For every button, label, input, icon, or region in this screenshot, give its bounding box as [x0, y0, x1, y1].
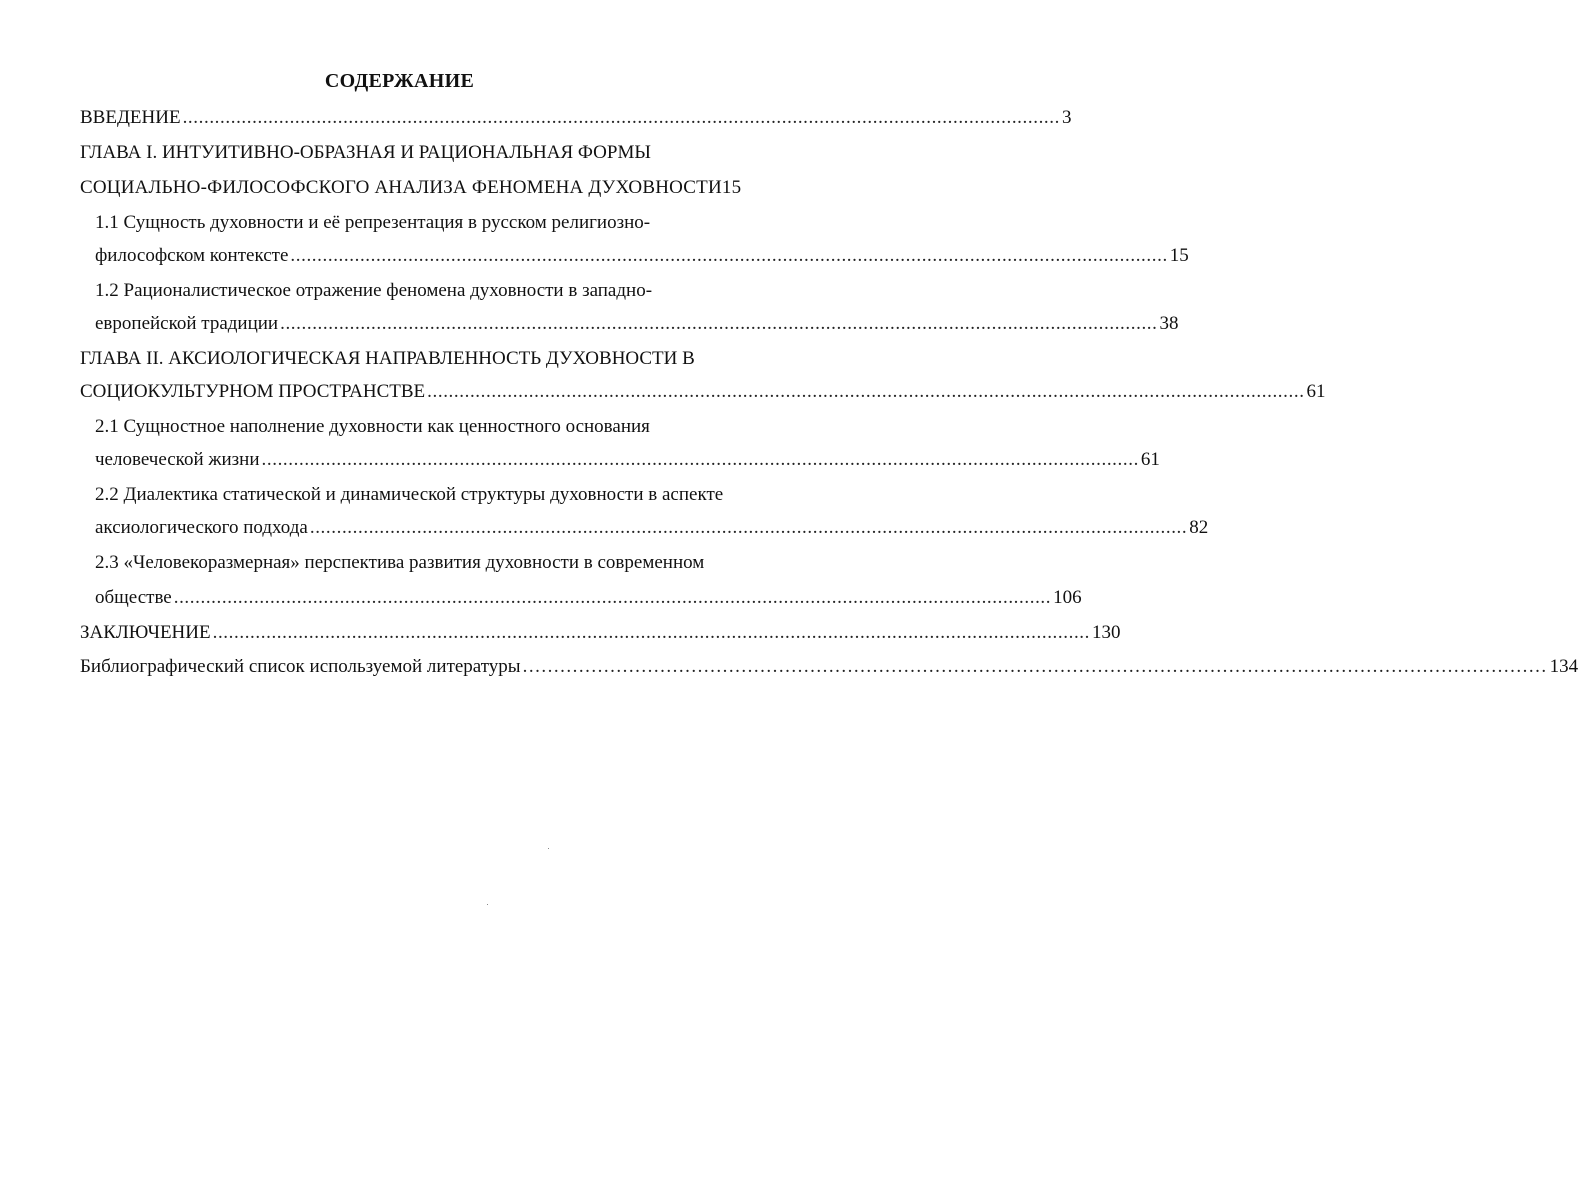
toc-entry-bibliography[interactable]: [80, 653, 1578, 681]
toc-page-number: 3: [1061, 107, 1072, 128]
scan-speck: [548, 848, 549, 849]
toc-section-2-3-line2[interactable]: [95, 584, 1082, 612]
leader-dots: ....................................................................................................................................................................: [522, 656, 1548, 677]
toc-chapter-1-line2[interactable]: СОЦИАЛЬНО-ФИЛОСОФСКОГО АНАЛИЗА ФЕНОМЕНА ДУХОВНОСТИ15: [80, 177, 742, 198]
leader-dots: ....................................................................................................................................................................: [261, 449, 1139, 470]
toc-page-number: 82: [1189, 517, 1209, 538]
toc-section-2-2-line2[interactable]: [95, 514, 1209, 542]
toc-page-number: 130: [1092, 622, 1121, 643]
toc-entry-label: ВВЕДЕНИЕ: [80, 107, 181, 128]
toc-entry-label: человеческой жизни: [95, 449, 260, 470]
toc-page-number: 134: [1549, 656, 1578, 677]
toc-entry-label: обществе: [95, 587, 172, 608]
toc-entry-label: философском контексте: [95, 245, 289, 266]
leader-dots: ....................................................................................................................................................................: [182, 107, 1060, 128]
scan-speck: [487, 904, 488, 905]
toc-entry-intro[interactable]: [80, 104, 1072, 132]
toc-chapter-2-line1[interactable]: ГЛАВА II. АКСИОЛОГИЧЕСКАЯ НАПРАВЛЕННОСТЬ ДУХОВНОСТИ В: [80, 348, 695, 369]
toc-section-1-2-line2[interactable]: [95, 310, 1179, 338]
toc-page-number: 106: [1053, 587, 1082, 608]
toc-section-2-1-line2[interactable]: [95, 446, 1160, 474]
toc-section-1-1-line1[interactable]: 1.1 Сущность духовности и её репрезентация в русском религиозно-: [95, 212, 651, 233]
toc-page-number: 15: [1169, 245, 1189, 266]
toc-entry-label: СОЦИОКУЛЬТУРНОМ ПРОСТРАНСТВЕ: [80, 381, 426, 402]
toc-entry-label: аксиологического подхода: [95, 517, 308, 538]
toc-page-number: 61: [1306, 381, 1326, 402]
toc-entry-label: Библиографический список используемой литературы: [80, 656, 521, 677]
toc-chapter-2-line2[interactable]: [80, 378, 1326, 406]
toc-entry-label: ЗАКЛЮЧЕНИЕ: [80, 622, 211, 643]
toc-section-2-2-line1[interactable]: 2.2 Диалектика статической и динамической структуры духовности в аспекте: [95, 484, 724, 505]
toc-section-2-1-line1[interactable]: 2.1 Сущностное наполнение духовности как ценностного основания: [95, 416, 650, 437]
leader-dots: ....................................................................................................................................................................: [212, 622, 1091, 643]
toc-section-2-3-line1[interactable]: 2.3 «Человекоразмерная» перспектива развития духовности в современном: [95, 552, 705, 573]
toc-entry-conclusion[interactable]: [80, 619, 1121, 647]
leader-dots: ....................................................................................................................................................................: [309, 517, 1188, 538]
page-title: СОДЕРЖАНИЕ: [324, 70, 475, 92]
toc-section-1-2-line1[interactable]: 1.2 Рационалистическое отражение феномена духовности в западно-: [95, 280, 653, 301]
leader-dots: ....................................................................................................................................................................: [290, 245, 1168, 266]
toc-chapter-1-line1[interactable]: ГЛАВА I. ИНТУИТИВНО-ОБРАЗНАЯ И РАЦИОНАЛЬНАЯ ФОРМЫ: [80, 142, 651, 163]
leader-dots: ....................................................................................................................................................................: [427, 381, 1305, 402]
leader-dots: ....................................................................................................................................................................: [173, 587, 1052, 608]
leader-dots: ....................................................................................................................................................................: [280, 313, 1158, 334]
toc-page-number: 38: [1159, 313, 1179, 334]
toc-entry-label: европейской традиции: [95, 313, 279, 334]
toc-page-number: 61: [1140, 449, 1160, 470]
toc-section-1-1-line2[interactable]: [95, 242, 1189, 270]
